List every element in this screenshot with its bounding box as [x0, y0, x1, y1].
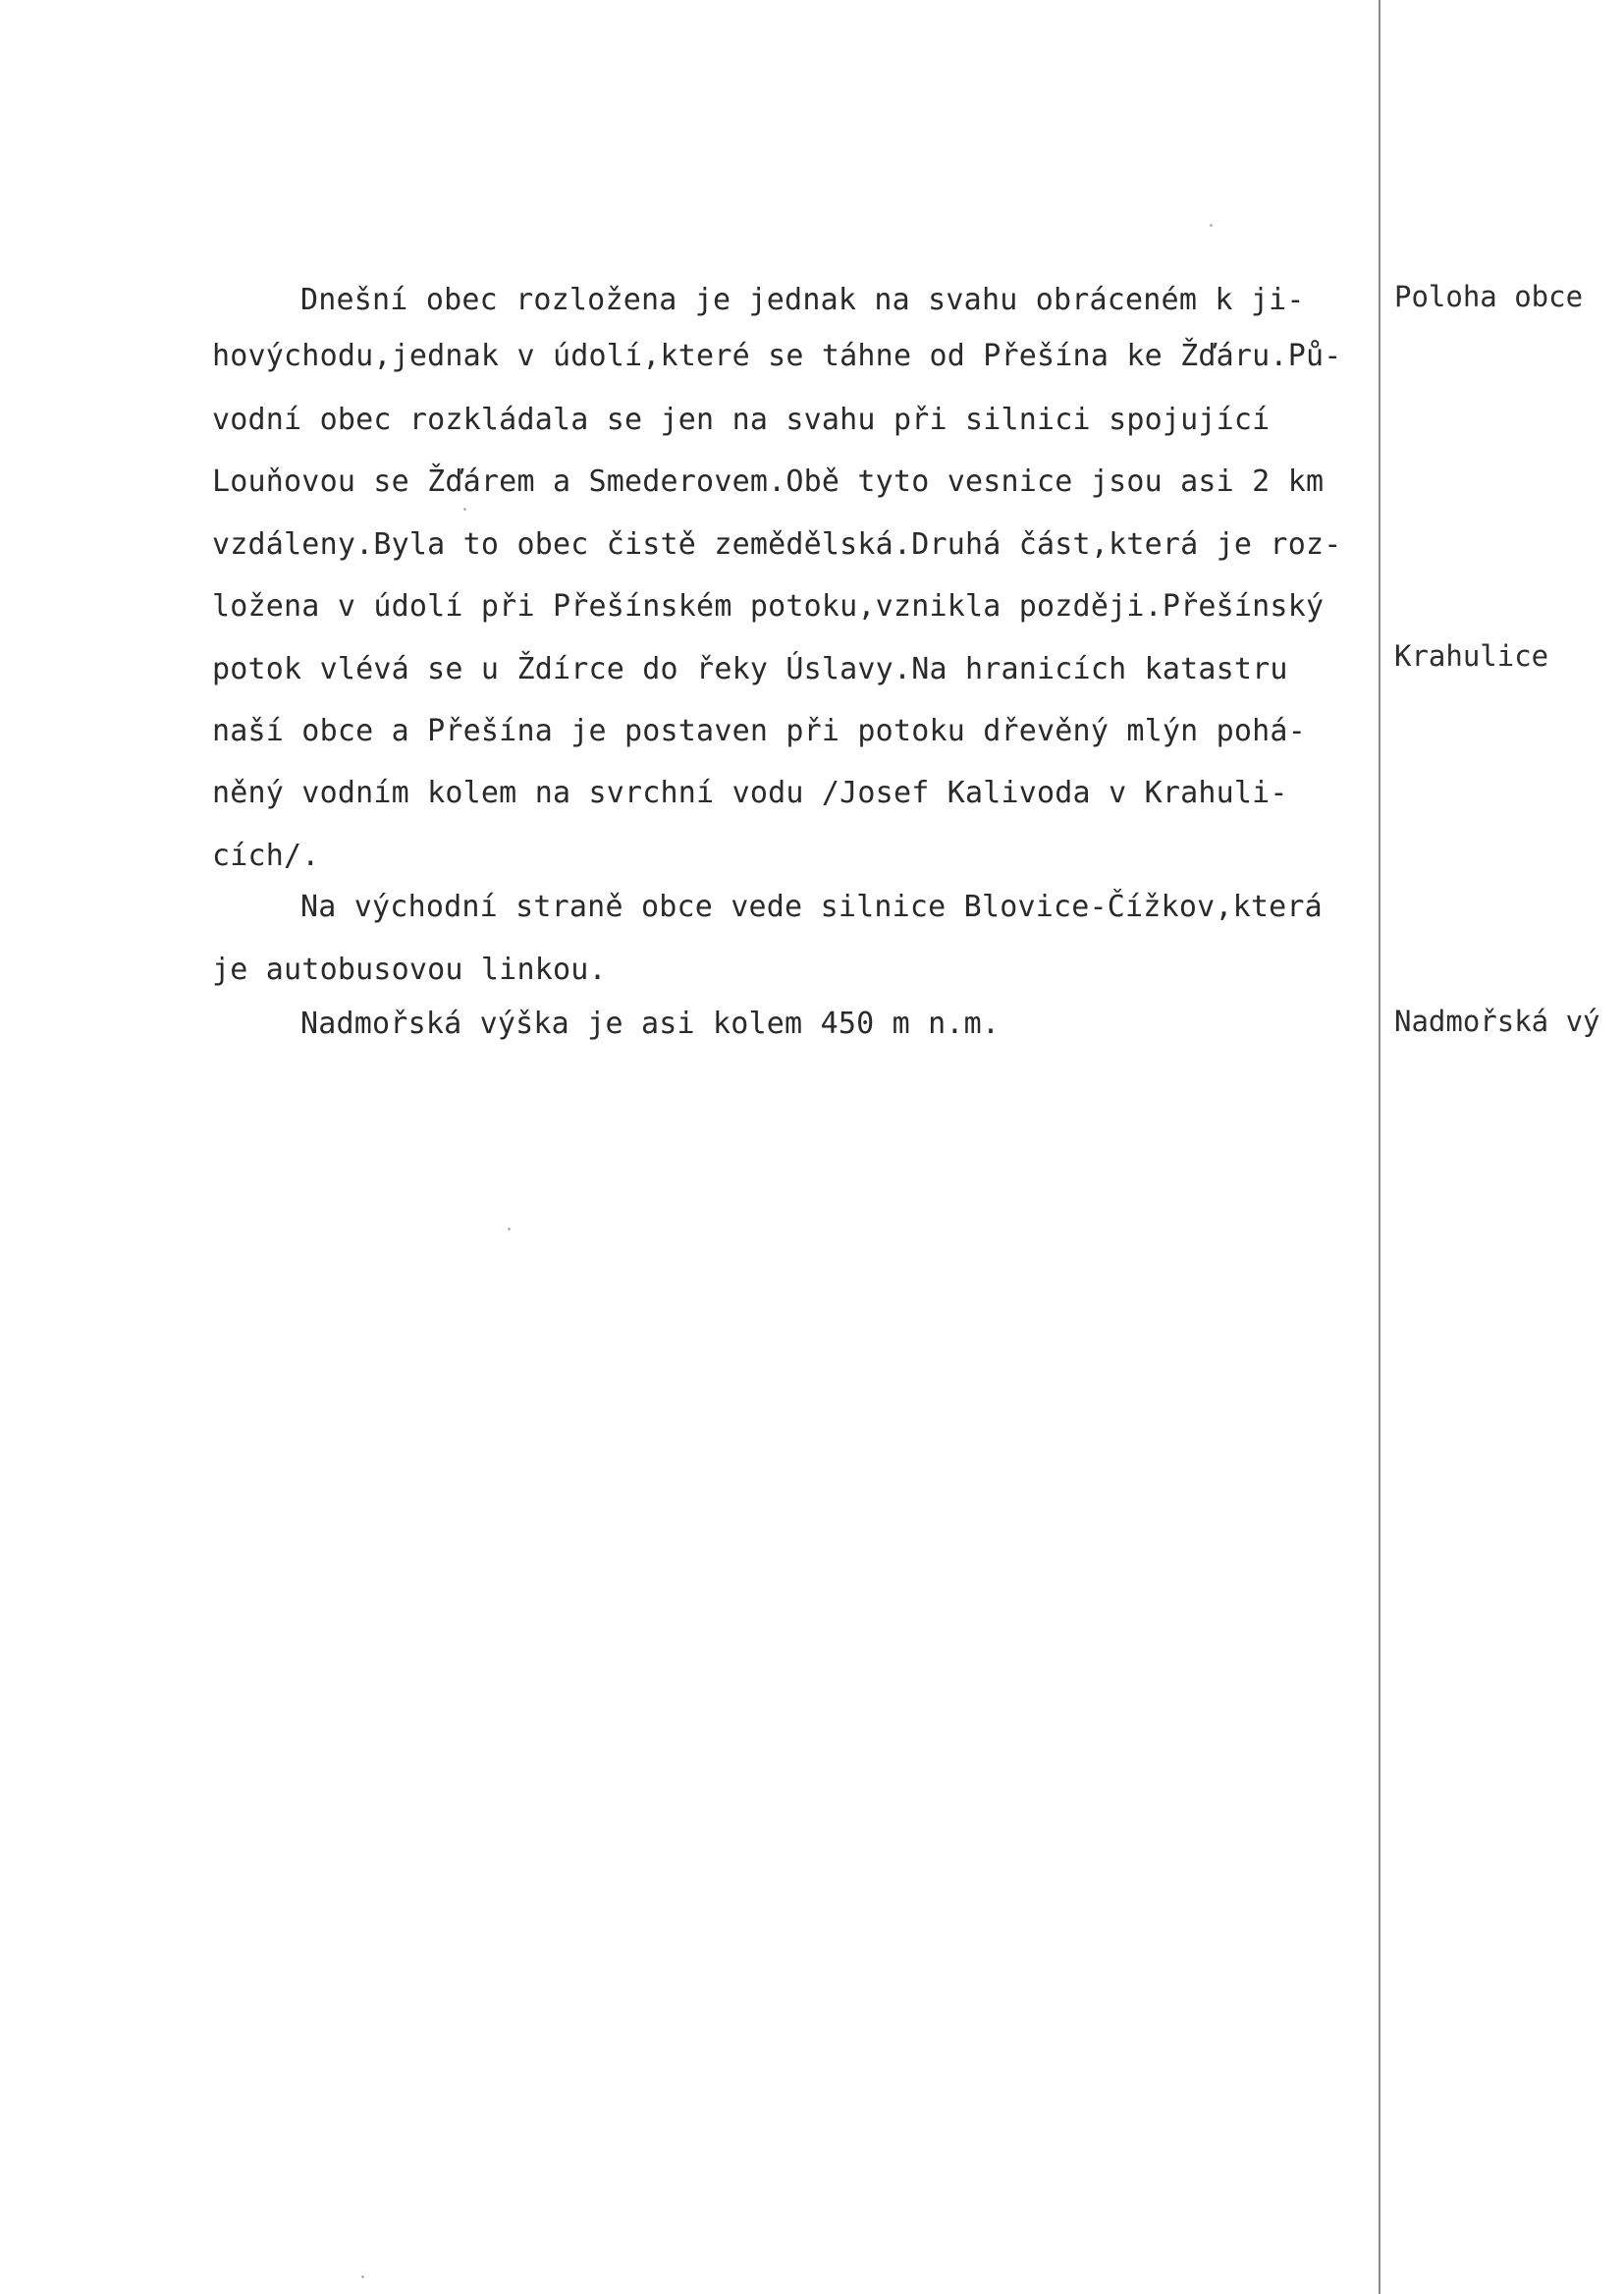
margin-note-altitude: Nadmořská vý — [1394, 1005, 1600, 1038]
paper-speck — [361, 2275, 364, 2278]
body-line-10: cích/. — [212, 839, 320, 873]
body-line-11: Na východní straně obce vede silnice Blovice-Čížkov,která — [300, 890, 1323, 924]
body-line-12: je autobusovou linkou. — [212, 953, 607, 987]
body-line-6: ložena v údolí při Přešínském potoku,vznikla později.Přešínský — [212, 589, 1325, 624]
margin-note-krahulice: Krahulice — [1394, 639, 1549, 673]
body-line-9: něný vodním kolem na svrchní vodu /Josef Kalivoda v Krahuli- — [212, 776, 1288, 810]
body-line-3: vodní obec rozkládala se jen na svahu při silnici spojující — [212, 403, 1271, 437]
body-line-1: Dnešní obec rozložena je jednak na svahu obráceném k ji- — [300, 283, 1305, 317]
body-line-4: Louňovou se Žďárem a Smederovem.Obě tyto vesnice jsou asi 2 km — [212, 464, 1325, 499]
paper-speck — [1210, 224, 1213, 227]
margin-rule — [1379, 0, 1380, 2294]
body-line-13: Nadmořská výška je asi kolem 450 m n.m. — [300, 1007, 1001, 1041]
body-line-5: vzdáleny.Byla to obec čistě zemědělská.Druhá část,která je roz- — [212, 527, 1342, 562]
body-line-2: hovýchodu,jednak v údolí,které se táhne od Přešína ke Žďáru.Pů- — [212, 339, 1342, 373]
body-line-8: naší obce a Přešína je postaven při potoku dřevěný mlýn pohá- — [212, 714, 1306, 748]
body-line-7: potok vlévá se u Ždírce do řeky Úslavy.Na hranicích katastru — [212, 652, 1288, 686]
paper-speck — [463, 508, 466, 511]
paper-speck — [508, 1228, 511, 1230]
margin-note-location: Poloha obce — [1394, 280, 1584, 313]
